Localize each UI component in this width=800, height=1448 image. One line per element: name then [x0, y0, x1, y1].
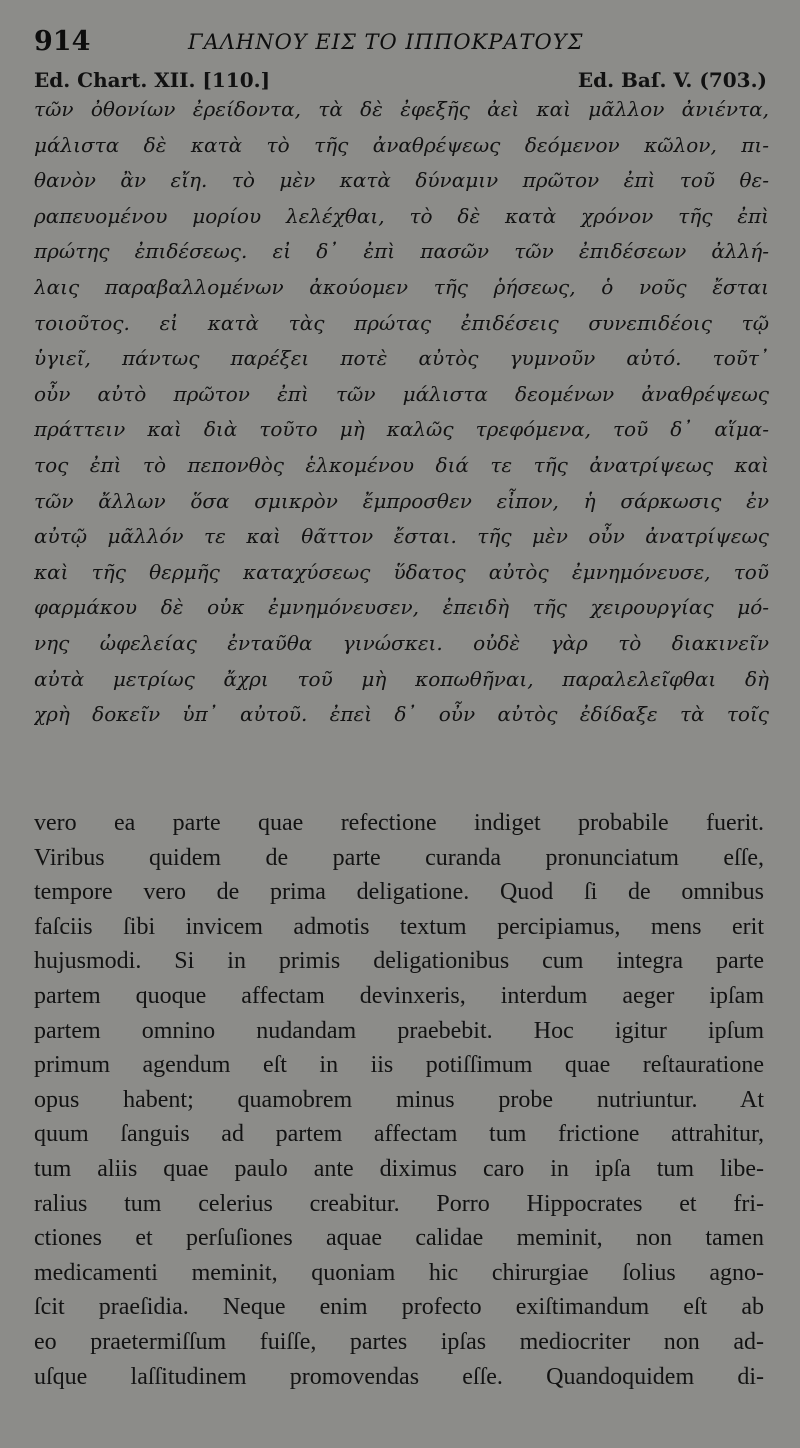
- greek-line: νης ὠφελείας ἐνταῦθα γινώσκει. οὐδὲ γὰρ τὸ διακινεῖν: [34, 630, 769, 655]
- latin-line: partem quoque affectam devinxeris, interdum aeger ipſam: [34, 982, 764, 1009]
- greek-line: καὶ τῆς θερμῆς καταχύσεως ὕδατος αὐτὸς ἐμνημόνευσε, τοῦ: [34, 559, 769, 584]
- greek-line: χρὴ δοκεῖν ὑπ᾽ αὐτοῦ. ἐπεὶ δ᾽ οὖν αὐτὸς ἐδίδαξε τὰ τοῖς: [34, 702, 769, 727]
- greek-line: θανὸν ἂν εἴη. τὸ μὲν κατὰ δύναμιν πρῶτον ἐπὶ τοῦ θε-: [34, 168, 769, 193]
- page-number: 914: [34, 26, 91, 57]
- greek-line: τῶν ὀθονίων ἐρείδοντα, τὰ δὲ ἐφεξῆς ἀεὶ καὶ μᾶλλον ἀνιέντα,: [34, 97, 769, 121]
- greek-line: τος ἐπὶ τὸ πεπονθὸς ἑλκομένου διά τε τῆς ἀνατρίψεως καὶ: [34, 452, 769, 477]
- greek-line: λαις παραβαλλομένων ἀκούομεν τῆς ῥήσεως, ὁ νοῦς ἔσται: [34, 274, 769, 299]
- latin-line: Viribus quidem de parte curanda pronunciatum eſſe,: [34, 844, 764, 871]
- latin-line: hujusmodi. Si in primis deligationibus cum integra parte: [34, 948, 764, 975]
- greek-line: πράττειν καὶ διὰ τοῦτο μὴ καλῶς τρεφόμενα, τοῦ δ᾽ αἵμα-: [34, 417, 769, 442]
- running-head: [34, 26, 774, 62]
- greek-line: τοιοῦτος. εἰ κατὰ τὰς πρώτας ἐπιδέσεις συνεπιδέοις τῷ: [34, 310, 769, 335]
- greek-line: πρώτης ἐπιδέσεως. εἰ δ᾽ ἐπὶ πασῶν τῶν ἐπιδέσεων ἀλλή-: [34, 239, 769, 264]
- greek-line: αὐτὰ μετρίως ἄχρι τοῦ μὴ κοπωθῆναι, παραλελεῖφθαι δὴ: [34, 666, 769, 691]
- latin-line: eo praetermiſſum fuiſſe, partes ipſas mediocriter non ad-: [34, 1328, 764, 1355]
- latin-line: partem omnino nudandam praebebit. Hoc igitur ipſum: [34, 1017, 764, 1044]
- latin-line: uſque laſſitudinem promovendas eſſe. Quandoquidem di-: [34, 1363, 764, 1390]
- greek-line: ραπευομένου μορίου λελέχθαι, τὸ δὲ κατὰ χρόνον τῆς ἐπὶ: [34, 203, 769, 228]
- latin-line: quum ſanguis ad partem affectam tum frictione attrahitur,: [34, 1121, 764, 1148]
- edition-basel-reference: Ed. Baſ. V. (703.): [577, 68, 767, 92]
- latin-line: vero ea parte quae refectione indiget probabile fuerit.: [34, 810, 764, 836]
- greek-line: ὑγιεῖ, πάντως παρέξει ποτὲ αὐτὸς γυμνοῦν αὐτό. τοῦτ᾽: [34, 346, 769, 371]
- page-title: ΓΑΛΗΝΟΥ ΕΙΣ ΤΟ ΙΠΠΟΚΡΑΤΟΥΣ: [188, 30, 584, 54]
- latin-line: tempore vero de prima deligatione. Quod ſi de omnibus: [34, 879, 764, 906]
- latin-line: medicamenti meminit, quoniam hic chirurgiae ſolius agno-: [34, 1259, 764, 1286]
- latin-line: tum aliis quae paulo ante diximus caro in ipſa tum libe-: [34, 1155, 764, 1182]
- latin-line: faſciis ſibi invicem admotis textum percipiamus, mens erit: [34, 913, 764, 940]
- latin-line: ctiones et perſuſiones aquae calidae meminit, non tamen: [34, 1225, 764, 1252]
- latin-text-block: [34, 806, 764, 1394]
- greek-line: αὐτῷ μᾶλλόν τε καὶ θᾶττον ἔσται. τῆς μὲν οὖν ἀνατρίψεως: [34, 524, 769, 549]
- greek-line: μάλιστα δὲ κατὰ τὸ τῆς ἀναθρέψεως δεόμενον κῶλον, πι-: [34, 132, 769, 157]
- greek-line: φαρμάκου δὲ οὐκ ἐμνημόνευσεν, ἐπειδὴ τῆς χειρουργίας μό-: [34, 595, 769, 620]
- latin-line: ralius tum celerius creabitur. Porro Hippocrates et fri-: [34, 1190, 764, 1217]
- latin-line: primum agendum eſt in iis potiſſimum quae reſtauratione: [34, 1052, 764, 1079]
- latin-line: opus habent; quamobrem minus probe nutriuntur. At: [34, 1086, 764, 1113]
- greek-line: τῶν ἄλλων ὅσα σμικρὸν ἔμπροσθεν εἶπον, ἡ σάρκωσις ἐν: [34, 488, 769, 513]
- latin-line: ſcit praeſidia. Neque enim profecto exiſtimandum eſt ab: [34, 1294, 764, 1321]
- greek-text-block: [34, 92, 769, 733]
- greek-line: οὖν αὐτὸ πρῶτον ἐπὶ τῶν μάλιστα δεομένων ἀναθρέψεως: [34, 381, 769, 406]
- edition-chart-reference: Ed. Chart. XII. [110.]: [34, 68, 271, 92]
